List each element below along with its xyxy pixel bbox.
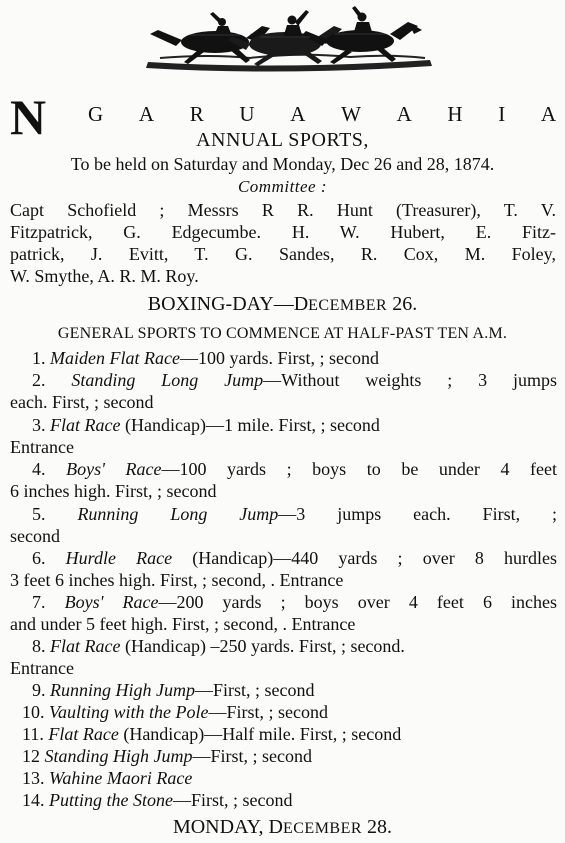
title-letter: R	[189, 102, 206, 126]
boxing-day-heading: BOXING-DAY—DECEMBER 26.	[147, 293, 418, 315]
racing-horses-engraving	[0, 0, 565, 78]
event-11: 11. Flat Race (Handicap)—Half mile. First, ; second	[22, 724, 402, 744]
start-time-notice: GENERAL SPORTS TO COMMENCE AT HALF-PAST TEN A.M.	[57, 325, 508, 342]
event-6-continued: 3 feet 6 inches high. First, ; second, . Entrance	[10, 570, 344, 590]
event-13: 13. Wahine Maori Race	[22, 768, 193, 788]
title-letter: U	[239, 102, 257, 126]
event-5-continued: second	[10, 526, 60, 546]
event-6: 6. Hurdle Race (Handicap)—440 yards ; over 8 hurdles	[32, 548, 558, 568]
event-3-continued: Entrance	[10, 437, 74, 457]
committee-line-2: Fitzpatrick, G. Edgecumbe. H. W. Hubert, E. Fitz-	[10, 222, 556, 242]
dates-line: To be held on Saturday and Monday, Dec 26 and 28, 1874.	[70, 154, 495, 174]
event-4-continued: 6 inches high. First, ; second	[10, 481, 217, 501]
event-7: 7. Boys' Race—200 yards ; boys over 4 feet 6 inches	[32, 592, 558, 612]
title-spaced-letters	[88, 104, 558, 125]
event-1: 1. Maiden Flat Race—100 yards. First, ; second	[32, 348, 379, 368]
committee-line-4: W. Smythe, A. R. M. Roy.	[10, 266, 199, 286]
event-8-continued: Entrance	[10, 658, 74, 678]
event-4: 4. Boys' Race—100 yards ; boys to be under 4 feet	[32, 459, 557, 479]
event-12: 12 Standing High Jump—First, ; second	[22, 746, 312, 766]
title-letter: A	[138, 102, 157, 126]
title-letter: W	[341, 102, 363, 126]
event-2-continued: each. First, ; second	[10, 392, 154, 412]
event-9: 9. Running High Jump—First, ; second	[32, 680, 315, 700]
event-2: 2. Standing Long Jump—Without weights ; 3 jumps	[32, 370, 557, 390]
title-letter: I	[498, 102, 508, 126]
event-5: 5. Running Long Jump—3 jumps each. First, ;	[32, 504, 557, 524]
committee-label: Committee :	[237, 177, 328, 196]
title-initial: N	[10, 89, 47, 145]
title-letter: G	[88, 102, 106, 126]
monday-heading: MONDAY, DECEMBER 28.	[172, 816, 393, 838]
event-3: 3. Flat Race (Handicap)—1 mile. First, ; second	[32, 415, 380, 435]
title-letter: A	[540, 102, 559, 126]
event-7-continued: and under 5 feet high. First, ; second, . Entrance	[10, 614, 356, 634]
event-10: 10. Vaulting with the Pole—First, ; second	[22, 702, 328, 722]
event-8: 8. Flat Race (Handicap) –250 yards. First, ; second.	[32, 636, 405, 656]
subtitle: ANNUAL SPORTS,	[196, 129, 369, 151]
title-letter: A	[290, 102, 308, 126]
committee-line-1: Capt Schofield ; Messrs R R. Hunt (Treasurer), T. V.	[10, 200, 556, 220]
committee-line-3: patrick, J. Evitt, T. G. Sandes, R. Cox, M. Foley,	[10, 244, 556, 264]
title-letter: H	[447, 102, 465, 126]
event-14: 14. Putting the Stone—First, ; second	[22, 790, 293, 810]
title-letter: A	[396, 102, 414, 126]
